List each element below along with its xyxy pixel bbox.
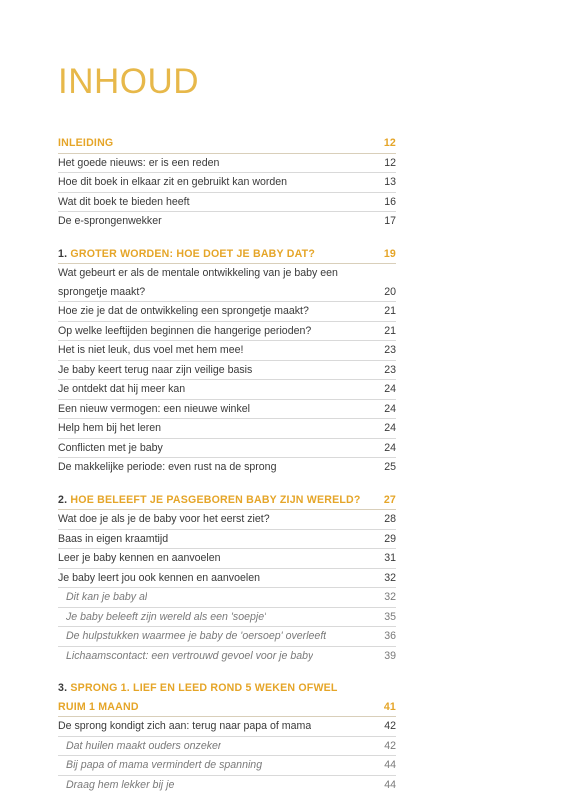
- toc-heading-title: [58, 679, 338, 698]
- toc-section-1: [58, 245, 396, 477]
- toc-heading[interactable]: [58, 679, 396, 698]
- toc-heading-number: 2.: [58, 493, 68, 506]
- toc-heading-page: 27: [383, 493, 396, 506]
- toc-heading-number: 1.: [58, 247, 68, 260]
- toc-entry-page: 16: [384, 195, 396, 208]
- toc-entry-page: 21: [384, 324, 396, 337]
- toc-entry-title: Help hem bij het leren: [58, 422, 162, 434]
- toc-entry[interactable]: [58, 530, 396, 550]
- toc-entry-page: 24: [384, 422, 396, 434]
- toc-subentry-page: 44: [384, 759, 396, 771]
- toc-heading-number: 3.: [58, 682, 68, 694]
- toc-section-3: [58, 679, 396, 794]
- toc-entry-title: Je baby leert jou ook kennen en aanvoelen: [58, 571, 261, 584]
- toc-entry-page: 42: [384, 720, 396, 732]
- toc-entry[interactable]: [58, 173, 396, 193]
- toc-heading-text: HOE BELEEFT JE PASGEBOREN BABY ZIJN WERELD?: [70, 493, 361, 506]
- toc-subentry-page: 42: [384, 739, 396, 752]
- toc-entry-page: 28: [384, 513, 396, 525]
- toc-entry[interactable]: [58, 400, 396, 420]
- toc-entry-page: 32: [384, 571, 396, 584]
- toc-entry[interactable]: [58, 283, 396, 303]
- toc-subentry-title: Bij papa of mama vermindert de spanning: [66, 759, 263, 771]
- toc-entry-title: Je ontdekt dat hij meer kan: [58, 383, 186, 395]
- toc-heading[interactable]: [58, 491, 396, 511]
- toc-entry-title: sprongetje maakt?: [58, 285, 146, 298]
- toc-entry[interactable]: [58, 154, 396, 174]
- page-title: INHOUD: [58, 62, 200, 101]
- toc-entry-title: De e-sprongenwekker: [58, 215, 162, 227]
- toc-entry-page: 23: [384, 363, 396, 376]
- toc-subentry-title: Lichaamscontact: een vertrouwd gevoel voor je baby: [66, 649, 314, 662]
- toc-subentry-page: 35: [384, 610, 396, 623]
- toc-entry[interactable]: [58, 439, 396, 459]
- toc-entry-title: Conflicten met je baby: [58, 441, 163, 454]
- toc-entry-title: Hoe dit boek in elkaar zit en gebruikt kan worden: [58, 176, 288, 188]
- toc-entry-page: 12: [384, 156, 396, 169]
- toc-entry[interactable]: [58, 549, 396, 569]
- toc-subentry[interactable]: [58, 588, 396, 608]
- toc-entry[interactable]: [58, 380, 396, 400]
- toc-entry[interactable]: [58, 341, 396, 361]
- toc-entry-page: 29: [384, 532, 396, 545]
- toc-heading[interactable]: [58, 134, 396, 154]
- toc-heading-title: [58, 491, 361, 510]
- toc-subentry[interactable]: [58, 776, 396, 795]
- toc-heading-page: 12: [383, 137, 396, 149]
- toc-subentry-title: Draag hem lekker bij je: [66, 778, 175, 791]
- toc-entry[interactable]: [58, 361, 396, 381]
- toc-subentry-title: De hulpstukken waarmee je baby de 'oersoep' overleeft: [66, 630, 327, 642]
- toc-entry-title: De sprong kondigt zich aan: terug naar papa of mama: [58, 720, 312, 732]
- toc-subentry-page: 36: [384, 630, 396, 642]
- toc-entry-page: 25: [384, 461, 396, 473]
- toc-entry-title: Je baby keert terug naar zijn veilige basis: [58, 363, 253, 376]
- toc-entry[interactable]: [58, 302, 396, 322]
- toc-entry-title: Het is niet leuk, dus voel met hem mee!: [58, 344, 244, 356]
- toc-subentry-page: 44: [384, 778, 396, 791]
- toc-entry-title: Op welke leeftijden beginnen die hangerige perioden?: [58, 324, 312, 337]
- toc-heading-text: SPRONG 1. LIEF EN LEED ROND 5 WEKEN OFWEL: [70, 682, 338, 694]
- toc-subentry[interactable]: [58, 647, 396, 666]
- toc-entry-title: Wat doe je als je de baby voor het eerst ziet?: [58, 513, 270, 525]
- toc-heading-page: 41: [383, 700, 396, 713]
- toc-entry[interactable]: [58, 193, 396, 213]
- toc-subentry[interactable]: [58, 627, 396, 647]
- toc-section-inleiding: [58, 134, 396, 231]
- toc-heading-title: [58, 245, 315, 264]
- toc-entry[interactable]: [58, 569, 396, 589]
- toc-heading-text: GROTER WORDEN: HOE DOET JE BABY DAT?: [70, 247, 315, 260]
- toc-entry-title: Een nieuw vermogen: een nieuwe winkel: [58, 402, 250, 415]
- toc-subentry-page: 39: [384, 649, 396, 662]
- toc-entry-page: 31: [384, 552, 396, 564]
- toc-entry-title: Hoe zie je dat de ontwikkeling een sprongetje maakt?: [58, 305, 309, 317]
- toc-subentry-title: Dit kan je baby al: [66, 591, 148, 603]
- toc-entry-page: 13: [384, 176, 396, 188]
- toc-subentry[interactable]: [58, 756, 396, 776]
- toc-entry-page: 24: [384, 383, 396, 395]
- toc-entry-title: Leer je baby kennen en aanvoelen: [58, 552, 221, 564]
- toc-subentry-title: Je baby beleeft zijn wereld als een 'soepje': [66, 610, 267, 623]
- toc-subentry[interactable]: [58, 737, 396, 757]
- toc-entry-page: 17: [384, 215, 396, 227]
- toc-entry[interactable]: [58, 419, 396, 439]
- toc-subentry[interactable]: [58, 608, 396, 628]
- toc-entry[interactable]: [58, 322, 396, 342]
- toc-entry-page: 24: [384, 441, 396, 454]
- toc-heading-text-line2: RUIM 1 MAAND: [58, 700, 139, 713]
- toc-entry-title: Baas in eigen kraamtijd: [58, 532, 169, 545]
- toc-entry-page: 20: [384, 285, 396, 298]
- toc-entry-title: Wat gebeurt er als de mentale ontwikkeling van je baby een: [58, 267, 338, 279]
- toc-entry[interactable]: [58, 717, 396, 737]
- toc-entry-title: Het goede nieuws: er is een reden: [58, 156, 220, 169]
- toc-heading-continued[interactable]: [58, 698, 396, 718]
- table-of-contents: [58, 134, 396, 808]
- toc-entry-page: 24: [384, 402, 396, 415]
- toc-section-2: [58, 491, 396, 666]
- toc-entry[interactable]: [58, 264, 396, 283]
- toc-heading[interactable]: [58, 245, 396, 265]
- toc-entry-page: 23: [384, 344, 396, 356]
- toc-entry[interactable]: [58, 212, 396, 231]
- toc-entry-title: Wat dit boek te bieden heeft: [58, 195, 190, 208]
- toc-heading-title: INLEIDING: [58, 137, 114, 149]
- toc-heading-page: 19: [383, 247, 396, 260]
- toc-entry[interactable]: [58, 510, 396, 530]
- toc-entry-page: 21: [384, 305, 396, 317]
- toc-entry-title: De makkelijke periode: even rust na de sprong: [58, 461, 277, 473]
- toc-subentry-page: 32: [384, 591, 396, 603]
- toc-entry[interactable]: [58, 458, 396, 477]
- toc-subentry-title: Dat huilen maakt ouders onzeker: [66, 739, 222, 752]
